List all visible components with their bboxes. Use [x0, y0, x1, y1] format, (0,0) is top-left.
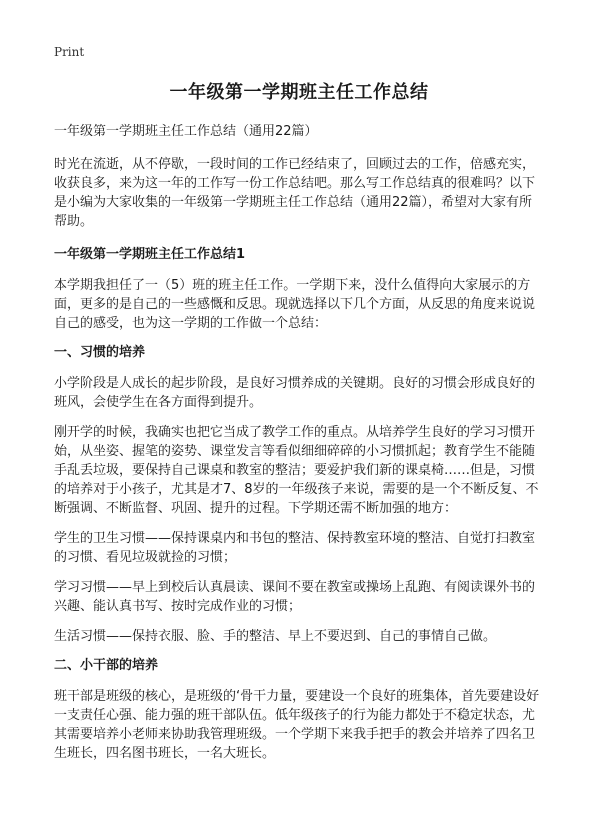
article-intro-paragraph: 本学期我担任了一（5）班的班主任工作。一学期下来，没什么值得向大家展示的方面，更多的是自己的一些感慨和反思。现就选择以下几个方面，从反思的角度来说说自己的感受，也为这一学期的工作做一个总结： [54, 278, 536, 331]
habits-paragraph-2: 刚开学的时候，我确实也把它当成了教学工作的重点。从培养学生良好的学习习惯开始，从坐姿、握笔的姿势、课堂发言等看似细细碎碎的小习惯抓起；教育学生不能随手乱丢垃圾，要保持自己课桌和教室的整洁；要爱护我们新的课桌椅……但是，习惯的培养对于小孩子，尤其是才7、8岁的一年级孩子来说，需要的是一个不断反复、不断强调、不断监督、巩固、提升的过程。下学期还需不断加强的地方： [54, 425, 539, 516]
habits-paragraph-3: 学生的卫生习惯——保持课桌内和书包的整洁、保持教室环境的整洁、自觉打扫教室的习惯、看见垃圾就捡的习惯； [54, 531, 536, 565]
intro-paragraph: 时光在流逝，从不停歇，一段时间的工作已经结束了，回顾过去的工作，倍感充实，收获良多，来为这一年的工作写一份工作总结吧。那么写工作总结真的很难吗？以下是小编为大家收集的一年级第一学期班主任工作总结（通用22篇），希望对大家有所帮助。 [54, 157, 536, 229]
habits-paragraph-1: 小学阶段是人成长的起步阶段，是良好习惯养成的关键期。良好的习惯会形成良好的班风，会使学生在各方面得到提升。 [54, 376, 536, 410]
print-link[interactable]: Print [54, 45, 85, 59]
page-title: 一年级第一学期班主任工作总结 [169, 82, 429, 103]
habits-paragraph-5: 生活习惯——保持衣服、脸、手的整洁、早上不要迟到、自己的事情自己做。 [54, 629, 497, 644]
document-subtitle: 一年级第一学期班主任工作总结（通用22篇） [54, 124, 318, 139]
section-heading-cadres: 二、小干部的培养 [54, 658, 159, 673]
cadres-paragraph-1: 班干部是班级的核心，是班级的‘骨干力量，要建设一个良好的班集体，首先要建设好一支责任心强、能力强的班干部队伍。低年级孩子的行为能力都处于不稳定状态，尤其需要培养小老师来协助我管理班级。一个学期下来我手把手的教会并培养了四名卫生班长，四名图书班长，一名大班长。 [54, 689, 540, 761]
article-heading: 一年级第一学期班主任工作总结1 [54, 247, 246, 262]
habits-paragraph-4: 学习习惯——早上到校后认真晨读、课间不要在教室或操场上乱跑、有阅读课外书的兴趣、能认真书写、按时完成作业的习惯； [54, 580, 536, 614]
section-heading-habits: 一、习惯的培养 [54, 345, 146, 360]
